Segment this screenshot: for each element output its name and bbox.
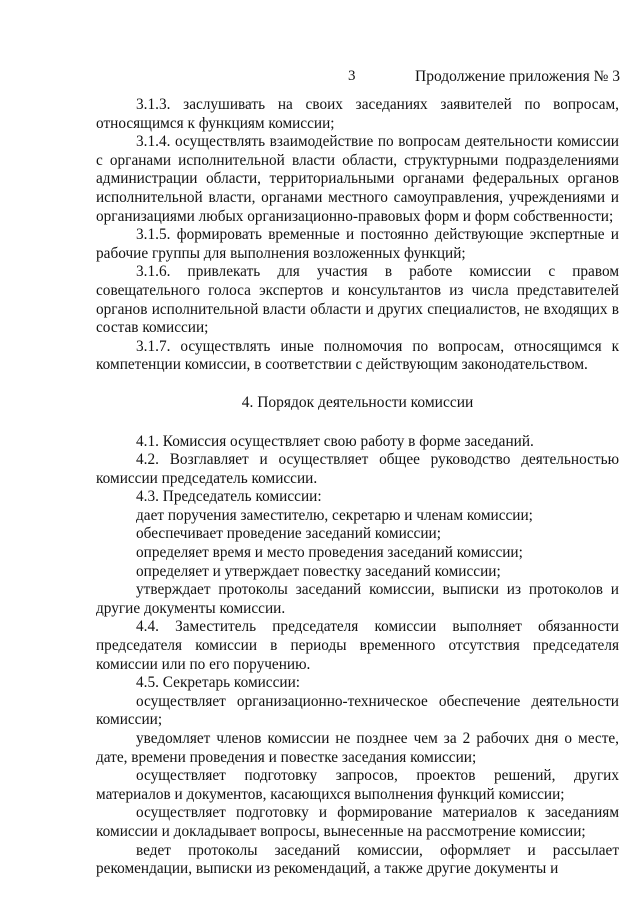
paragraph: 4.3. Председатель комиссии: [136, 488, 322, 506]
list-item: осуществляет организационно-техническое обеспечение деятельности комиссии; [96, 692, 619, 729]
list-item: уведомляет членов комиссии не позднее чем за 2 рабочих дня о месте, дате, времени проведения и повестке заседания комиссии; [96, 730, 619, 766]
appendix-continuation-label: Продолжение приложения № 3 [415, 68, 620, 85]
paragraph: 4.4. Заместитель председателя комиссии выполняет обязанности председателя комиссии в периоды временного отсутствия председателя комиссии или по его поручению. [96, 618, 619, 673]
paragraph: 3.1.4. осуществлять взаимодействие по вопросам деятельности комиссии с органами исполнительной власти области, структурными подразделениями администрации области, территориальными органами федеральных органов исполнительной власти, органами местного самоуправления, учреждениями и организациями любых организационно-правовых форм и форм собственности; [96, 133, 619, 225]
list-item: утверждает протоколы заседаний комиссии, выписки из протоколов и другие документы комиссии. [96, 581, 619, 617]
section-heading: 4. Порядок деятельности комиссии [241, 393, 474, 411]
page-header [0, 68, 640, 88]
list-item: определяет и утверждает повестку заседаний комиссии; [136, 562, 501, 580]
list-item: осуществляет подготовку запросов, проектов решений, других материалов и документов, касающихся выполнения функций комиссии; [96, 767, 619, 803]
list-item: определяет время и место проведения заседаний комиссии; [136, 544, 523, 562]
list-item: дает поручения заместителю, секретарю и членам комиссии; [136, 506, 533, 524]
paragraph: 3.1.5. формировать временные и постоянно действующие экспертные и рабочие группы для выполнения возложенных функций; [96, 226, 619, 262]
paragraph: 3.1.3. заслушивать на своих заседаниях заявителей по вопросам, относящимся к функциям комиссии; [96, 96, 619, 132]
list-item: осуществляет подготовку и формирование материалов к заседаниям комиссии и докладывает вопросы, вынесенные на рассмотрение комиссии; [96, 804, 619, 840]
page-number: 3 [348, 68, 356, 84]
paragraph: 4.1. Комиссия осуществляет свою работу в форме заседаний. [136, 432, 534, 450]
paragraph: 4.2. Возглавляет и осуществляет общее руководство деятельностью комиссии председатель комиссии. [96, 451, 619, 487]
paragraph: 3.1.6. привлекать для участия в работе комиссии с правом совещательного голоса экспертов и консультантов из числа представителей органов исполнительной власти области и других специалистов, не входящих в состав комиссии; [96, 263, 619, 337]
list-item: обеспечивает проведение заседаний комиссии; [136, 525, 441, 543]
document-body [96, 96, 619, 879]
list-item: ведет протоколы заседаний комиссии, оформляет и рассылает рекомендации, выписки из рекомендаций, а также другие документы и [96, 841, 619, 878]
paragraph: 3.1.7. осуществлять иные полномочия по вопросам, относящимся к компетенции комиссии, в соответствии с действующим законодательством. [96, 337, 619, 374]
paragraph: 4.5. Секретарь комиссии: [136, 674, 301, 692]
